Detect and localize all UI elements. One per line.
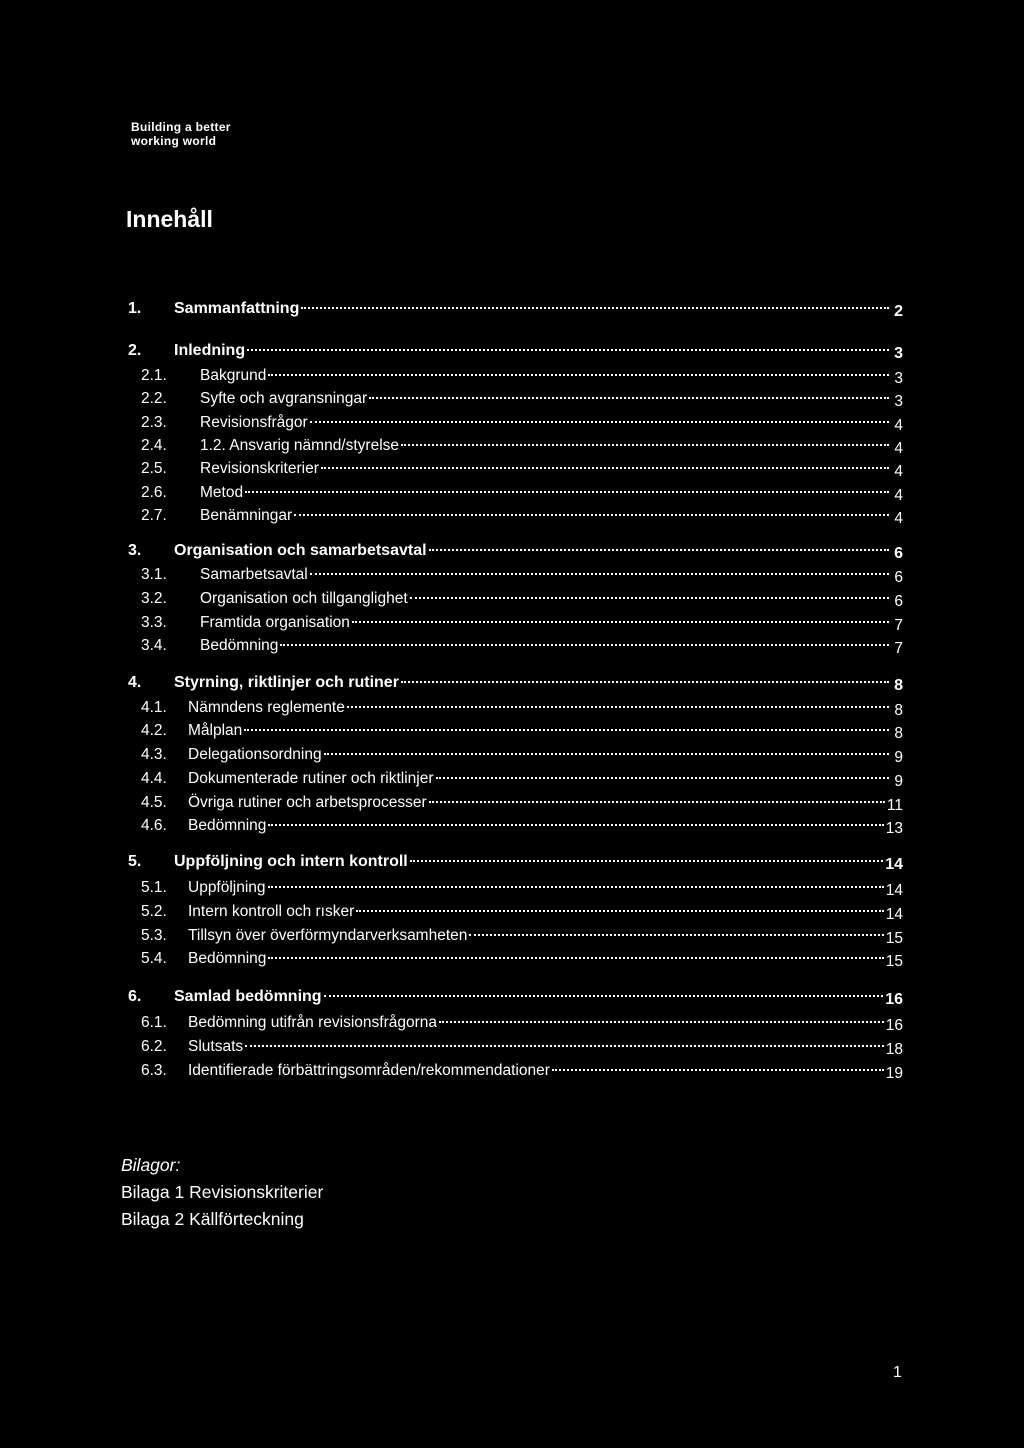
toc-entry-line: [200, 637, 903, 655]
toc-entry-number: 4.: [128, 674, 142, 691]
tagline-line-2: working world: [131, 134, 217, 148]
toc-entry[interactable]: [0, 590, 1024, 614]
toc-entry-label: Bedömning: [200, 637, 279, 654]
toc-entry-page: 4: [894, 440, 903, 457]
toc-entry-page: 6: [894, 593, 903, 610]
toc-entry-page: 16: [885, 1017, 903, 1034]
toc-entry-label: Samarbetsavtal: [200, 566, 308, 583]
toc-entry-label: Tillsyn över överförmyndarverksamheten: [188, 927, 468, 944]
toc-entry-line: [174, 542, 903, 560]
dot-leader: [301, 307, 889, 309]
toc-entry-label: Organisation och tillganglighet: [200, 590, 408, 607]
toc-entry[interactable]: [0, 390, 1024, 414]
toc-entry-line: [188, 722, 903, 740]
toc-entry[interactable]: [0, 342, 1024, 366]
toc-entry-label: Revisionsfrågor: [200, 414, 308, 431]
tagline-line-1: Building a better: [131, 120, 231, 134]
dot-leader: [268, 886, 884, 888]
toc-entry-page: 3: [894, 393, 903, 410]
toc-entry-page: 14: [885, 856, 903, 873]
toc-entry[interactable]: [0, 950, 1024, 974]
toc-entry[interactable]: [0, 300, 1024, 324]
toc-entry-number: 2.2.: [141, 390, 167, 407]
toc-entry-line: [188, 699, 903, 717]
toc-entry-page: 4: [894, 487, 903, 504]
toc-entry-page: 4: [894, 463, 903, 480]
toc-entry-line: [200, 590, 903, 608]
toc-entry-label: Benämningar: [200, 507, 293, 524]
dot-leader: [469, 934, 883, 936]
toc-entry-number: 5.3.: [141, 927, 167, 944]
toc-entry-line: [200, 566, 903, 584]
toc-entry-number: 3.4.: [141, 637, 167, 654]
toc-entry-number: 6.3.: [141, 1062, 167, 1079]
toc-entry-number: 4.6.: [141, 817, 167, 834]
toc-entry-page: 14: [885, 906, 903, 923]
toc-entry-number: 4.1.: [141, 699, 167, 716]
dot-leader: [401, 444, 889, 446]
toc-entry[interactable]: [0, 722, 1024, 746]
appendix-item: Bilaga 1 Revisionskriterier: [121, 1182, 324, 1202]
toc-entry-page: 11: [886, 797, 903, 814]
toc-entry-label: Dokumenterade rutiner och riktlinjer: [188, 770, 434, 787]
dot-leader: [401, 681, 889, 683]
dot-leader: [310, 573, 889, 575]
dot-leader: [552, 1069, 884, 1071]
toc-entry-line: [200, 390, 903, 408]
dot-leader: [352, 621, 889, 623]
toc-entry[interactable]: [0, 879, 1024, 903]
toc-entry[interactable]: [0, 1014, 1024, 1038]
toc-entry-line: [174, 342, 903, 360]
dot-leader: [268, 957, 883, 959]
toc-entry-label: Delegationsordning: [188, 746, 322, 763]
toc-entry-number: 2.7.: [141, 507, 167, 524]
toc-entry-label: Bedömning: [188, 817, 267, 834]
toc-entry-number: 2.: [128, 342, 142, 359]
toc-entry-page: 14: [885, 882, 903, 899]
toc-entry-line: [188, 746, 903, 764]
toc-entry[interactable]: [0, 903, 1024, 927]
toc-entry-number: 6.1.: [141, 1014, 167, 1031]
toc-entry[interactable]: [0, 927, 1024, 951]
page-title: Innehåll: [126, 206, 213, 232]
toc-entry-label: Bakgrund: [200, 367, 267, 384]
toc-entry-label: Framtida organisation: [200, 614, 350, 631]
toc-entry-label: Uppföljning: [188, 879, 266, 896]
toc-entry-number: 2.3.: [141, 414, 167, 431]
toc-entry[interactable]: [0, 614, 1024, 638]
dot-leader: [439, 1021, 884, 1023]
toc-entry-number: 2.4.: [141, 437, 167, 454]
toc-entry-page: 7: [894, 617, 903, 634]
toc-entry-page: 6: [894, 545, 903, 562]
toc-entry-number: 2.5.: [141, 460, 167, 477]
toc-entry-number: 1.: [128, 300, 142, 317]
toc-entry-line: [188, 1062, 903, 1080]
dot-leader: [369, 397, 889, 399]
toc-entry[interactable]: [0, 637, 1024, 661]
toc-entry-number: 5.1.: [141, 879, 167, 896]
toc-entry-label: Inledning: [174, 342, 246, 359]
toc-entry-label: Sammanfattning: [174, 300, 300, 317]
toc-entry-label: Uppföljning och intern kontroll: [174, 853, 408, 870]
toc-entry-label: Styrning, riktlinjer och rutiner: [174, 674, 399, 691]
toc-entry-number: 4.3.: [141, 746, 167, 763]
toc-entry-number: 2.1.: [141, 367, 167, 384]
toc-entry[interactable]: [0, 484, 1024, 508]
toc-entry-page: 9: [894, 749, 903, 766]
toc-entry-line: [188, 1038, 903, 1056]
toc-entry-line: [174, 300, 903, 318]
toc-entry-number: 3.2.: [141, 590, 167, 607]
dot-leader: [324, 753, 889, 755]
toc-entry-line: [188, 950, 903, 968]
dot-leader: [410, 860, 883, 862]
dot-leader: [247, 349, 889, 351]
toc-entry-label: Metod: [200, 484, 244, 501]
appendix-title: Bilagor:: [121, 1155, 181, 1175]
appendix-item: Bilaga 2 Källförteckning: [121, 1209, 304, 1229]
dot-leader: [347, 706, 889, 708]
toc-entry-page: 9: [894, 773, 903, 790]
toc-entry[interactable]: [0, 367, 1024, 391]
dot-leader: [280, 644, 889, 646]
toc-entry-page: 4: [894, 417, 903, 434]
dot-leader: [294, 514, 889, 516]
dot-leader: [356, 910, 883, 912]
toc-entry-number: 5.4.: [141, 950, 167, 967]
toc-entry-number: 3.3.: [141, 614, 167, 631]
toc-entry-label: Revisionskriterier: [200, 460, 319, 477]
toc-entry-label: Bedömning utifrån revisionsfrågorna: [188, 1014, 437, 1031]
toc-entry-line: [200, 414, 903, 432]
toc-entry-line: [174, 674, 903, 692]
toc-entry-page: 3: [894, 345, 903, 362]
toc-entry-line: [200, 614, 903, 632]
toc-entry-line: [188, 817, 903, 835]
toc-entry-line: [174, 853, 903, 871]
toc-entry-line: [188, 903, 903, 921]
toc-entry-line: [200, 460, 903, 478]
toc-entry-number: 4.4.: [141, 770, 167, 787]
toc-entry[interactable]: [0, 699, 1024, 723]
toc-entry-label: Samlad bedömning: [174, 988, 322, 1005]
toc-entry-page: 8: [894, 677, 903, 694]
dot-leader: [268, 824, 883, 826]
toc-entry[interactable]: [0, 1062, 1024, 1086]
dot-leader: [429, 549, 889, 551]
toc-entry[interactable]: [0, 1038, 1024, 1062]
toc-entry-page: 7: [894, 640, 903, 657]
toc-entry-label: Bedömning: [188, 950, 267, 967]
toc-entry[interactable]: [0, 460, 1024, 484]
toc-entry-label: Övriga rutiner och arbetsprocesser: [188, 794, 427, 811]
toc-entry-page: 18: [885, 1041, 903, 1058]
dot-leader: [410, 597, 889, 599]
dot-leader: [310, 421, 889, 423]
page-number: 1: [893, 1364, 902, 1381]
toc-entry-line: [174, 988, 903, 1006]
toc-entry[interactable]: [0, 746, 1024, 770]
dot-leader: [324, 995, 884, 997]
toc-entry-page: 15: [885, 930, 903, 947]
toc-entry-label: Slutsats: [188, 1038, 244, 1055]
toc-entry-label: Intern kontroll och rısker: [188, 903, 355, 920]
toc-entry-label: Organisation och samarbetsavtal: [174, 542, 427, 559]
toc-entry-number: 4.2.: [141, 722, 167, 739]
toc-entry[interactable]: [0, 674, 1024, 698]
toc-entry[interactable]: [0, 437, 1024, 461]
toc-entry-page: 8: [894, 725, 903, 742]
appendix-list: [121, 1152, 323, 1233]
toc-entry-line: [188, 1014, 903, 1032]
dot-leader: [245, 1045, 884, 1047]
dot-leader: [244, 729, 889, 731]
toc-entry-line: [200, 367, 903, 385]
toc-entry-page: 2: [894, 303, 903, 320]
toc-entry-number: 5.2.: [141, 903, 167, 920]
toc-entry[interactable]: [0, 817, 1024, 841]
toc-entry[interactable]: [0, 542, 1024, 566]
toc-entry-line: [200, 507, 903, 525]
toc-entry-page: 4: [894, 510, 903, 527]
dot-leader: [268, 374, 889, 376]
toc-entry-number: 6.: [128, 988, 142, 1005]
toc-entry-line: [200, 484, 903, 502]
toc-entry-label: Nämndens reglemente: [188, 699, 345, 716]
toc-entry-page: 16: [885, 991, 903, 1008]
toc-entry-page: 3: [894, 370, 903, 387]
dot-leader: [245, 491, 889, 493]
toc-entry-label: 1.2. Ansvarig nämnd/styrelse: [200, 437, 400, 454]
dot-leader: [436, 777, 889, 779]
toc-entry[interactable]: [0, 507, 1024, 531]
toc-entry-number: 3.: [128, 542, 142, 559]
toc-entry[interactable]: [0, 988, 1024, 1012]
toc-entry[interactable]: [0, 770, 1024, 794]
toc-entry-label: Målplan: [188, 722, 243, 739]
toc-entry-number: 5.: [128, 853, 142, 870]
toc-entry-page: 15: [885, 953, 903, 970]
toc-entry-page: 6: [894, 569, 903, 586]
toc-entry-page: 19: [885, 1065, 903, 1082]
toc-entry-line: [188, 770, 903, 788]
toc-entry-page: 8: [894, 702, 903, 719]
toc-entry[interactable]: [0, 794, 1024, 818]
toc-entry-number: 2.6.: [141, 484, 167, 501]
toc-entry-number: 3.1.: [141, 566, 167, 583]
toc-entry-line: [200, 437, 903, 455]
toc-entry[interactable]: [0, 414, 1024, 438]
toc-entry-number: 4.5.: [141, 794, 167, 811]
toc-entry[interactable]: [0, 853, 1024, 877]
toc-entry-label: Syfte och avgransningar: [200, 390, 368, 407]
dot-leader: [321, 467, 889, 469]
toc-entry-page: 13: [885, 820, 903, 837]
toc-entry-line: [188, 879, 903, 897]
toc-entry[interactable]: [0, 566, 1024, 590]
toc-entry-number: 6.2.: [141, 1038, 167, 1055]
toc-entry-label: Identifierade förbättringsområden/rekommendationer: [188, 1062, 550, 1079]
toc-entry-line: [188, 794, 903, 812]
toc-entry-line: [188, 927, 903, 945]
dot-leader: [429, 801, 885, 803]
